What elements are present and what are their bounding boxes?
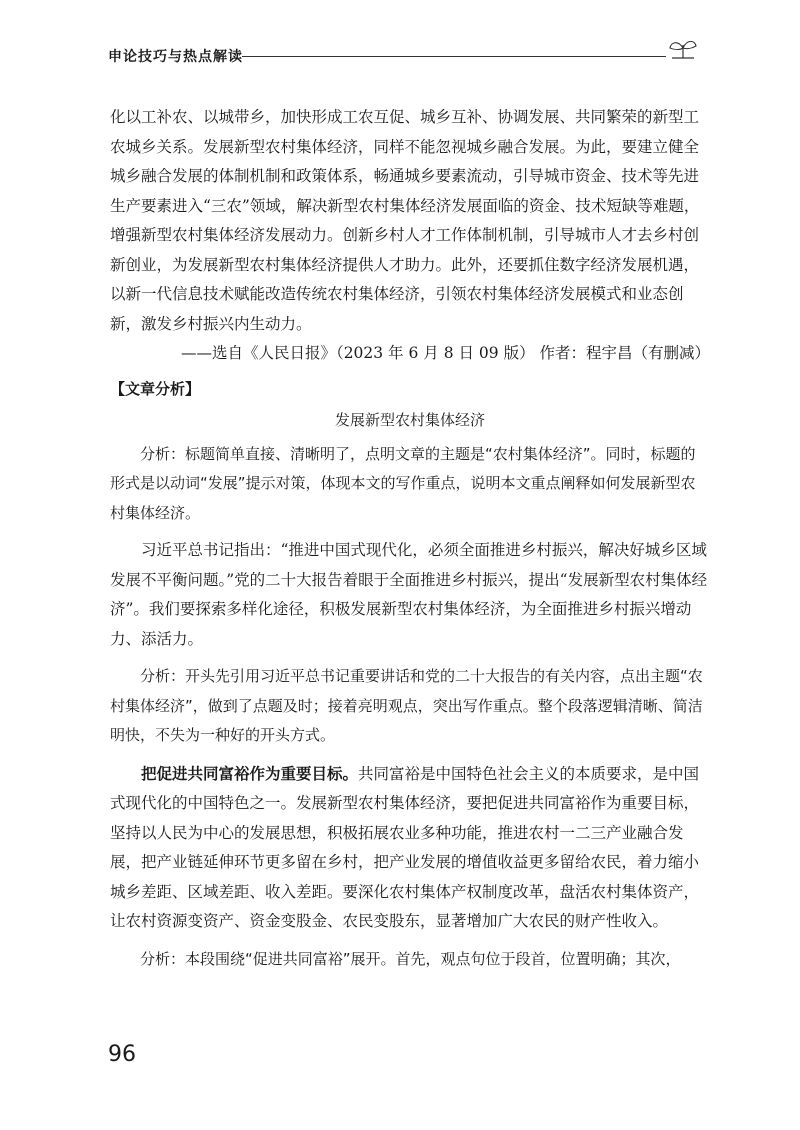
paragraph-thesis: 把促进共同富裕作为重要目标。	[141, 763, 359, 783]
page-number: 96	[108, 1042, 136, 1067]
paragraph-text: 共同富裕是中国特色社会主义的本质要求，是中国式现代化的中国特色之一。发展新型农村集体经济，要把促进共同富裕作为重要目标，坚持以人民为中心的发展思想，积极拓展农业多种功能，推进农村一二三产业融合发展，把产业链延伸环节更多留在乡村，把产业发展的增值收益更多留给农民，着力缩小城乡差距、区域差距、收入差距。要深化农村集体产权制度改革，盘活农村集体资产，让农村资源变资产、资金变股金、农民变股东，显著增加广大农民的财产性收入。	[110, 764, 700, 930]
source-citation: ——选自《人民日报》（2023 年 6 月 8 日 09 版） 作者：程宇昌（有删减）	[180, 344, 710, 362]
body-paragraph-continued: 化以工补农、以城带乡，加快形成工农互促、城乡互补、协调发展、共同繁荣的新型工农城乡关系。发展新型农村集体经济，同样不能忽视城乡融合发展。为此，要建立健全城乡融合发展的体制机制和政策体系，畅通城乡要素流动，引导城市资金、技术等先进生产要素进入“三农”领域，解决新型农村集体经济发展面临的资金、技术短缺等难题，增强新型农村集体经济发展动力。创新乡村人才工作体制机制，引导城市人才去乡村创新创业，为发展新型农村集体经济提供人才助力。此外，还要抓住数字经济发展机遇，以新一代信息技术赋能改造传统农村集体经济，引领农村集体经济发展模式和业态创新，激发乡村振兴内生动力。	[110, 108, 700, 333]
article-title: 发展新型农村集体经济	[334, 411, 485, 429]
analysis-paragraph: 分析：本段围绕“促进共同富裕”展开。首先，观点句位于段首，位置明确；其次，	[140, 949, 681, 968]
page-body	[110, 103, 710, 974]
analysis-paragraph: 分析：开头先引用习近平总书记重要讲话和党的二十大报告的有关内容，点出主题“农村集体经济”，做到了点题及时；接着亮明观点，突出写作重点。整个段落逻辑清晰、简洁明快，不失为一种好的开头方式。	[110, 667, 703, 744]
section-heading: 【文章分析】	[110, 379, 201, 398]
body-paragraph	[110, 759, 710, 937]
body-paragraph: 习近平总书记指出：“推进中国式现代化，必须全面推进乡村振兴，解决好城乡区域发展不平衡问题。”党的二十大报告着眼于全面推进乡村振兴，提出“发展新型农村集体经济”。我们要探索多样化途径，积极发展新型农村集体经济，为全面推进乡村振兴增动力、添活力。	[110, 541, 708, 648]
header-rule	[242, 56, 666, 57]
header-title: 申论技巧与热点解读	[108, 49, 243, 65]
sprout-icon	[664, 36, 700, 76]
running-header	[108, 36, 700, 76]
analysis-paragraph: 分析：标题简单直接、清晰明了，点明文章的主题是“农村集体经济”。同时，标题的形式是以动词“发展”提示对策，体现本文的写作重点，说明本文重点阐释如何发展新型农村集体经济。	[110, 444, 696, 522]
